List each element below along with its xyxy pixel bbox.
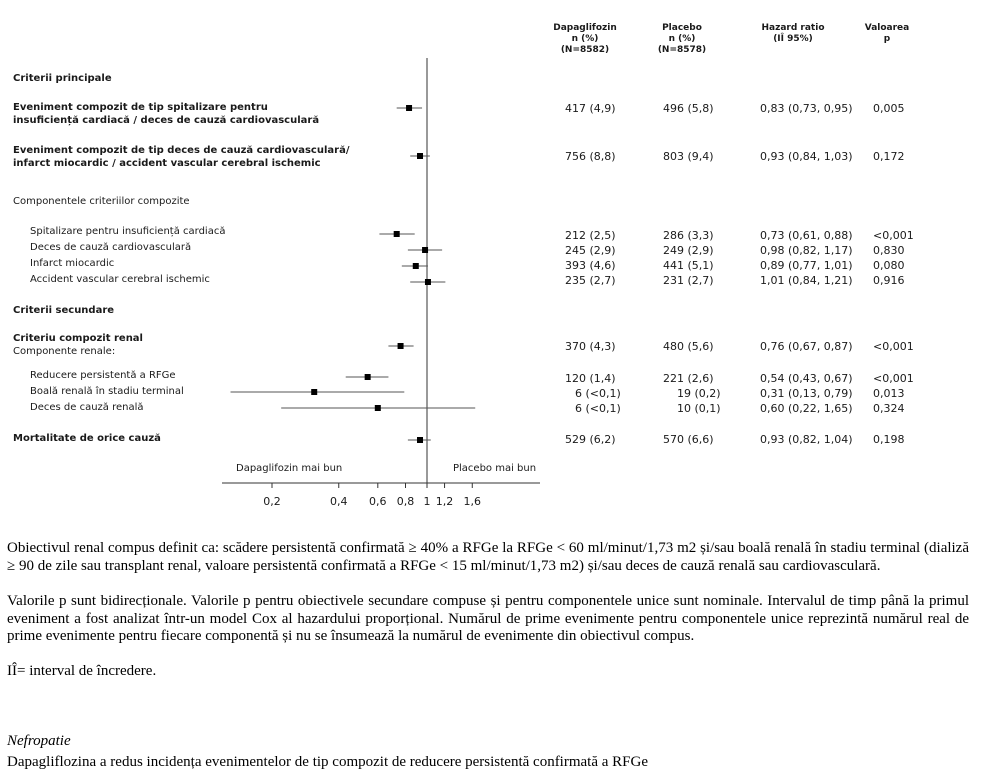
- cell-p: 0,916: [873, 274, 905, 287]
- footnote-renal-definition: Obiectivul renal compus definit ca: scădere persistentă confirmată ≥ 40% a RFGe la RFGe < 60 ml/minut/1,73 m2 și/sau boală renală în stadiu terminal (dializă ≥ 90 de zile sau transplant renal, valoare persistentă confirmată a RFGe < 15 ml/minut/1,73 m2) și/sau deces de cauză renală sau cardiovasculară.: [7, 540, 969, 574]
- row-label-renal-composite: Criteriu compozit renal: [13, 333, 143, 344]
- col-header-placebo-n: (N=8578): [657, 45, 707, 55]
- col-header-hr-name: Hazard ratio: [761, 23, 825, 33]
- col-header-p-name: Valoarea: [864, 23, 910, 33]
- cell-placebo: 19 (0,2): [677, 387, 721, 400]
- row-label-renal-death: Deces de cauză renală: [30, 402, 144, 413]
- row-label-mi: Infarct miocardic: [30, 258, 115, 269]
- point-estimate-comp2: [417, 153, 423, 159]
- x-tick-label: 0,2: [263, 495, 281, 508]
- cell-p: 0,080: [873, 259, 905, 272]
- cell-dapa: 245 (2,9): [565, 244, 616, 257]
- cell-dapa: 756 (8,8): [565, 150, 616, 163]
- row-label-line: insuficiență cardiacă / deces de cauză cardiovasculară: [13, 114, 320, 126]
- row-label-esrd: Boală renală în stadiu terminal: [30, 386, 184, 397]
- point-estimate-cvdeath: [422, 247, 428, 253]
- col-header-placebo-unit: n (%): [668, 34, 696, 44]
- x-tick-label: 0,6: [369, 495, 387, 508]
- cell-hr: 0,73 (0,61, 0,88): [760, 229, 853, 242]
- cell-p: 0,005: [873, 102, 905, 115]
- col-header-dapagliflozin-n: (N=8582): [560, 45, 610, 55]
- x-tick-label: 1: [423, 495, 431, 508]
- x-tick-label: 0,4: [330, 495, 348, 508]
- cell-placebo: 286 (3,3): [663, 229, 714, 242]
- point-estimate-egfr: [365, 374, 371, 380]
- cell-hr: 0,83 (0,73, 0,95): [760, 102, 853, 115]
- row-label-renal-components: Componente renale:: [13, 346, 116, 357]
- cell-p: 0,013: [873, 387, 905, 400]
- col-header-dapagliflozin-name: Dapaglifozin: [553, 23, 617, 33]
- point-estimate-hosp: [394, 231, 400, 237]
- cell-hr: 0,93 (0,82, 1,04): [760, 433, 853, 446]
- col-header-placebo-name: Placebo: [662, 23, 702, 33]
- row-label-cv-death: Deces de cauză cardiovasculară: [30, 242, 192, 253]
- cell-hr: 0,54 (0,43, 0,67): [760, 372, 853, 385]
- cell-placebo: 231 (2,7): [663, 274, 714, 287]
- cell-placebo: 441 (5,1): [663, 259, 714, 272]
- cell-dapa: 6 (<0,1): [575, 387, 621, 400]
- point-estimate-mi: [413, 263, 419, 269]
- cell-p: 0,830: [873, 244, 905, 257]
- cell-placebo: 221 (2,6): [663, 372, 714, 385]
- cell-placebo: 10 (0,1): [677, 402, 721, 415]
- row-label-line: infarct miocardic / accident vascular cerebral ischemic: [13, 157, 321, 169]
- col-header-hr-ci: (IÎ 95%): [773, 34, 813, 44]
- cell-hr: 0,76 (0,67, 0,87): [760, 340, 853, 353]
- cell-placebo: 496 (5,8): [663, 102, 714, 115]
- row-label-all-cause-mortality: Mortalitate de orice cauză: [13, 433, 161, 444]
- point-estimate-renal: [398, 343, 404, 349]
- cell-hr: 0,31 (0,13, 0,79): [760, 387, 853, 400]
- section-components: Componentele criteriilor compozite: [13, 196, 190, 207]
- cell-hr: 0,93 (0,84, 1,03): [760, 150, 853, 163]
- x-tick-label: 1,2: [435, 495, 454, 508]
- cell-p: <0,001: [873, 229, 914, 242]
- row-label-egfr-decline: Reducere persistentă a RFGe: [30, 370, 176, 381]
- cell-placebo: 480 (5,6): [663, 340, 714, 353]
- point-estimate-esrd: [311, 389, 317, 395]
- cell-placebo: 803 (9,4): [663, 150, 714, 163]
- point-estimate-allcause: [417, 437, 423, 443]
- section-primary: Criterii principale: [13, 73, 112, 84]
- cell-placebo: 249 (2,9): [663, 244, 714, 257]
- section-heading-nephropathy: Nefropatie: [7, 733, 71, 749]
- col-header-dapagliflozin-unit: n (%): [571, 34, 599, 44]
- cell-dapa: 393 (4,6): [565, 259, 616, 272]
- x-tick-label: 1,6: [463, 495, 482, 508]
- footnote-ci: IÎ= interval de încredere.: [7, 663, 157, 679]
- col-header-p-sub: p: [883, 34, 891, 44]
- cell-p: <0,001: [873, 340, 914, 353]
- point-estimate-stroke: [425, 279, 431, 285]
- cell-dapa: 370 (4,3): [565, 340, 616, 353]
- cell-dapa: 529 (6,2): [565, 433, 616, 446]
- cell-dapa: 417 (4,9): [565, 102, 616, 115]
- favors-right-label: Placebo mai bun: [453, 463, 537, 474]
- cell-hr: 0,98 (0,82, 1,17): [760, 244, 853, 257]
- cell-placebo: 570 (6,6): [663, 433, 714, 446]
- cell-p: 0,172: [873, 150, 905, 163]
- cell-dapa: 6 (<0,1): [575, 402, 621, 415]
- row-label-line: Eveniment compozit de tip deces de cauză cardiovasculară/: [13, 145, 350, 156]
- favors-left-label: Dapaglifozin mai bun: [236, 463, 343, 474]
- cell-p: <0,001: [873, 372, 914, 385]
- cell-dapa: 235 (2,7): [565, 274, 616, 287]
- cell-hr: 0,89 (0,77, 1,01): [760, 259, 853, 272]
- row-label-line: Eveniment compozit de tip spitalizare pentru: [13, 102, 268, 113]
- cell-dapa: 212 (2,5): [565, 229, 616, 242]
- cell-hr: 1,01 (0,84, 1,21): [760, 274, 853, 287]
- point-estimate-renaldeath: [375, 405, 381, 411]
- cell-p: 0,324: [873, 402, 905, 415]
- x-tick-label: 0,8: [396, 495, 415, 508]
- paragraph-nephropathy: Dapagliflozina a redus incidența evenimentelor de tip compozit de reducere persistentă confirmată a RFGe: [7, 754, 648, 770]
- cell-hr: 0,60 (0,22, 1,65): [760, 402, 853, 415]
- footnote-p-values: Valorile p sunt bidirecționale. Valorile p pentru obiectivele secundare compuse și pentru componentele unice sunt nominale. Intervalul de timp până la primul eveniment a fost analizat într-un model Cox al hazardului proporțional. Numărul de prime evenimente pentru componentele unice reprezintă numărul real de prime evenimente pentru fiecare componentă și nu se însumează la numărul de evenimente din obiectivul compus.: [7, 593, 969, 645]
- row-label-stroke: Accident vascular cerebral ischemic: [30, 274, 210, 285]
- row-label-hf-hospitalization: Spitalizare pentru insuficiență cardiacă: [30, 226, 226, 237]
- point-estimate-comp1: [406, 105, 412, 111]
- cell-dapa: 120 (1,4): [565, 372, 616, 385]
- cell-p: 0,198: [873, 433, 905, 446]
- section-secondary: Criterii secundare: [13, 305, 115, 316]
